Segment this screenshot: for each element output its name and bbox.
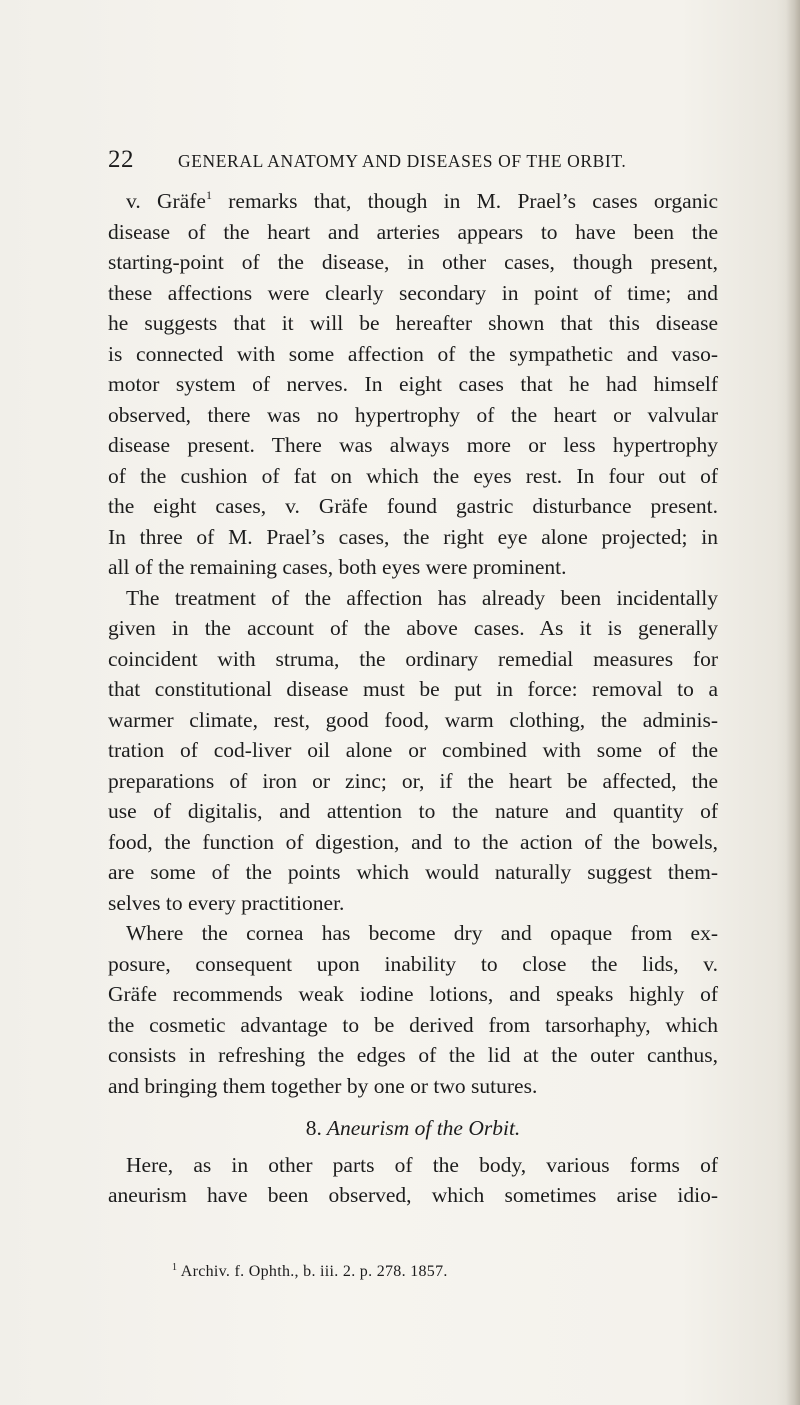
- paragraph-1-line: he suggests that it will be hereafter shown that this disease: [108, 311, 718, 335]
- paragraph-1-line: the eight cases, v. Gräfe found gastric disturbance present.: [108, 494, 718, 518]
- paragraph-4-line: aneurism have been observed, which sometimes arise idio-: [108, 1183, 718, 1207]
- paragraph-1-line: starting-point of the disease, in other cases, though present,: [108, 250, 718, 274]
- paragraph-2-line: warmer climate, rest, good food, warm clothing, the adminis-: [108, 707, 718, 732]
- footnote-text: Archiv. f. Ophth., b. iii. 2. p. 278. 1857.: [180, 1263, 448, 1280]
- paragraph-2-line: given in the account of the above cases. As it is generally: [108, 616, 718, 640]
- paragraph-2-line: food, the function of digestion, and to the action of the bowels,: [108, 829, 718, 854]
- footnote: [172, 1262, 448, 1282]
- paragraph-1-line: all of the remaining cases, both eyes were prominent.: [108, 555, 567, 579]
- paragraph-1-line: is connected with some affection of the sympathetic and vaso-: [108, 341, 718, 366]
- paragraph-2-line: are some of the points which would naturally suggest them-: [108, 860, 718, 884]
- paragraph-2-line: coincident with struma, the ordinary remedial measures for: [108, 646, 718, 671]
- paragraph-2-line: The treatment of the affection has already been incidentally: [126, 585, 718, 610]
- paragraph-3-line: posure, consequent upon inability to close the lids, v.: [108, 951, 718, 976]
- paragraph-2-line: preparations of iron or zinc; or, if the heart be affected, the: [108, 768, 718, 793]
- section-number: 8.: [305, 1116, 322, 1140]
- section-title: Aneurism of the Orbit.: [326, 1116, 521, 1140]
- paragraph-2-line: selves to every practitioner.: [108, 890, 345, 915]
- footnote-reference: 1: [205, 188, 212, 202]
- page-number: 22: [108, 146, 134, 173]
- paragraph-3-line: the cosmetic advantage to be derived from tarsorhaphy, which: [108, 1012, 718, 1037]
- paragraph-1-line: motor system of nerves. In eight cases that he had himself: [108, 372, 718, 396]
- paragraph-4-line: Here, as in other parts of the body, various forms of: [126, 1152, 718, 1177]
- paragraph-3-line: consists in refreshing the edges of the lid at the outer canthus,: [108, 1043, 718, 1067]
- paragraph-2-line: tration of cod-liver oil alone or combined with some of the: [108, 738, 718, 762]
- footnote-mark: 1: [172, 1262, 178, 1273]
- paragraph-3-line: Where the cornea has become dry and opaque from ex-: [126, 921, 718, 945]
- section-heading: [108, 1113, 718, 1144]
- paragraph-1-line-1: v. Gräfe$^1$ remarks that, though in M. Prael’s cases organic: [126, 188, 718, 213]
- paragraph-1-line: these affections were clearly secondary in point of time; and: [108, 280, 718, 305]
- paragraph-1-line: disease of the heart and arteries appears to have been the: [108, 219, 718, 244]
- paragraph-2-line: that constitutional disease must be put in force: removal to a: [108, 677, 718, 701]
- paragraph-2-line: use of digitalis, and attention to the nature and quantity of: [108, 799, 718, 823]
- page-header: [108, 146, 668, 176]
- body-text: [108, 186, 718, 1211]
- paragraph-1-line: In three of M. Prael’s cases, the right eye alone projected; in: [108, 524, 718, 549]
- paragraph-1-line: observed, there was no hypertrophy of the heart or valvular: [108, 402, 718, 427]
- page-edge-shadow: [786, 0, 800, 1405]
- paragraph-1-line: of the cushion of fat on which the eyes rest. In four out of: [108, 463, 718, 488]
- paragraph-3-line: Gräfe recommends weak iodine lotions, and speaks highly of: [108, 982, 718, 1006]
- paragraph-3-line: and bringing them together by one or two sutures.: [108, 1073, 538, 1098]
- running-head: GENERAL ANATOMY AND DISEASES OF THE ORBIT.: [178, 151, 627, 171]
- paragraph-1-line: disease present. There was always more or less hypertrophy: [108, 433, 718, 457]
